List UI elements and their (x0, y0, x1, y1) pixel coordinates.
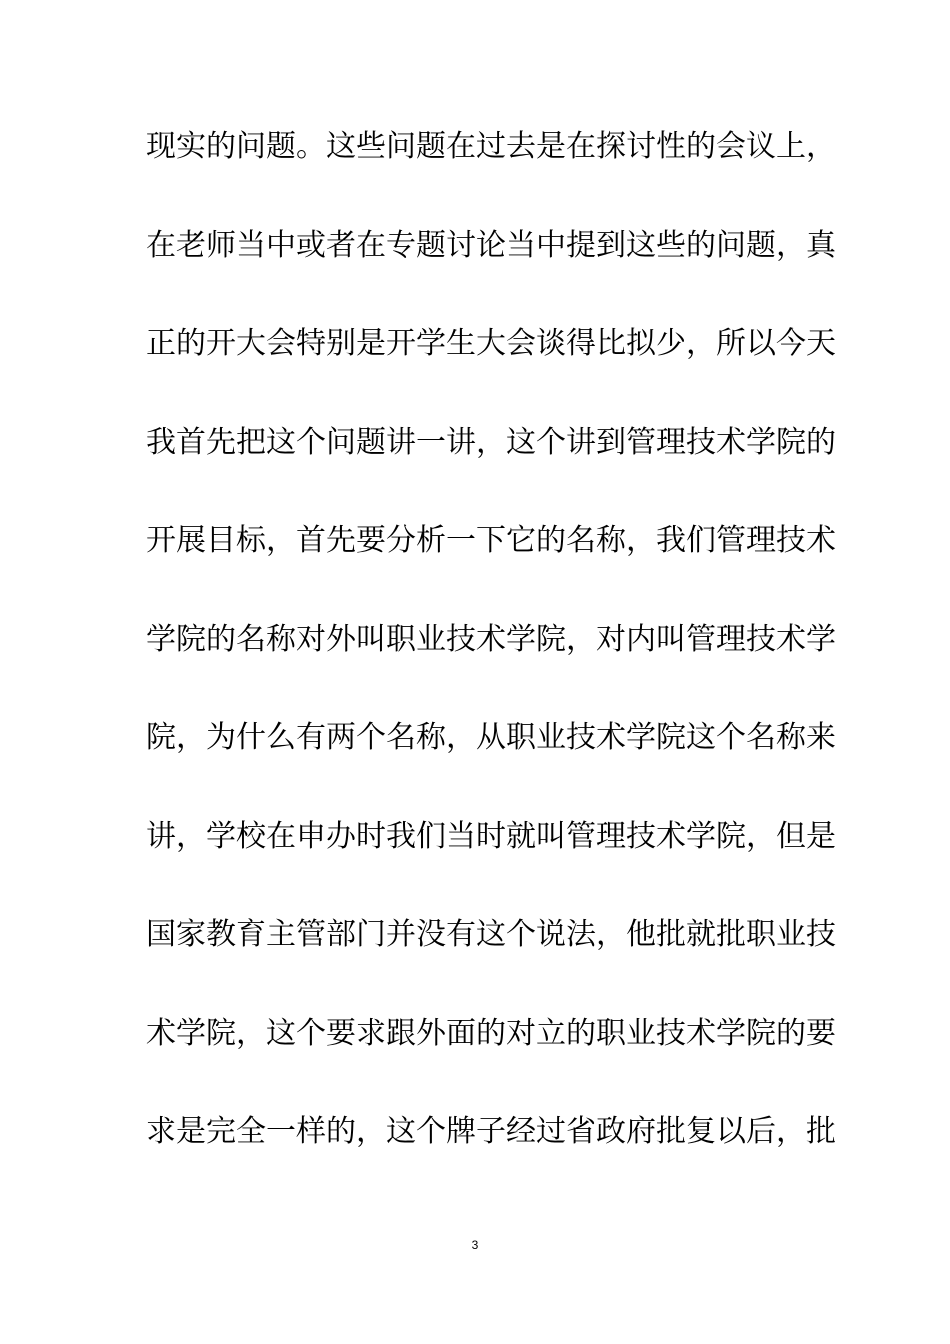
text-line: 术学院，这个要求跟外面的对立的职业技术学院的要 (146, 1015, 836, 1051)
text-line: 求是完全一样的，这个牌子经过省政府批复以后，批 (146, 1114, 836, 1149)
text-line: 现实的问题。这些问题在过去是在探讨性的会议上， (146, 129, 836, 164)
text-line: 讲，学校在申办时我们当时就叫管理技术学院，但是 (146, 818, 836, 854)
text-line: 在老师当中或者在专题讨论当中提到这些的问题，真 (146, 227, 836, 263)
text-line: 国家教育主管部门并没有这个说法，他批就批职业技 (146, 917, 836, 952)
text-line: 院，为什么有两个名称，从职业技术学院这个名称来 (146, 720, 836, 755)
text-line: 我首先把这个问题讲一讲，这个讲到管理技术学院的 (146, 424, 836, 460)
text-line: 学院的名称对外叫职业技术学院，对内叫管理技术学 (146, 621, 836, 657)
text-line: 正的开大会特别是开学生大会谈得比拟少，所以今天 (146, 326, 836, 361)
page-number: 3 (471, 1238, 479, 1252)
text-line: 开展目标，首先要分析一下它的名称，我们管理技术 (146, 523, 836, 558)
body-text (146, 120, 836, 1204)
